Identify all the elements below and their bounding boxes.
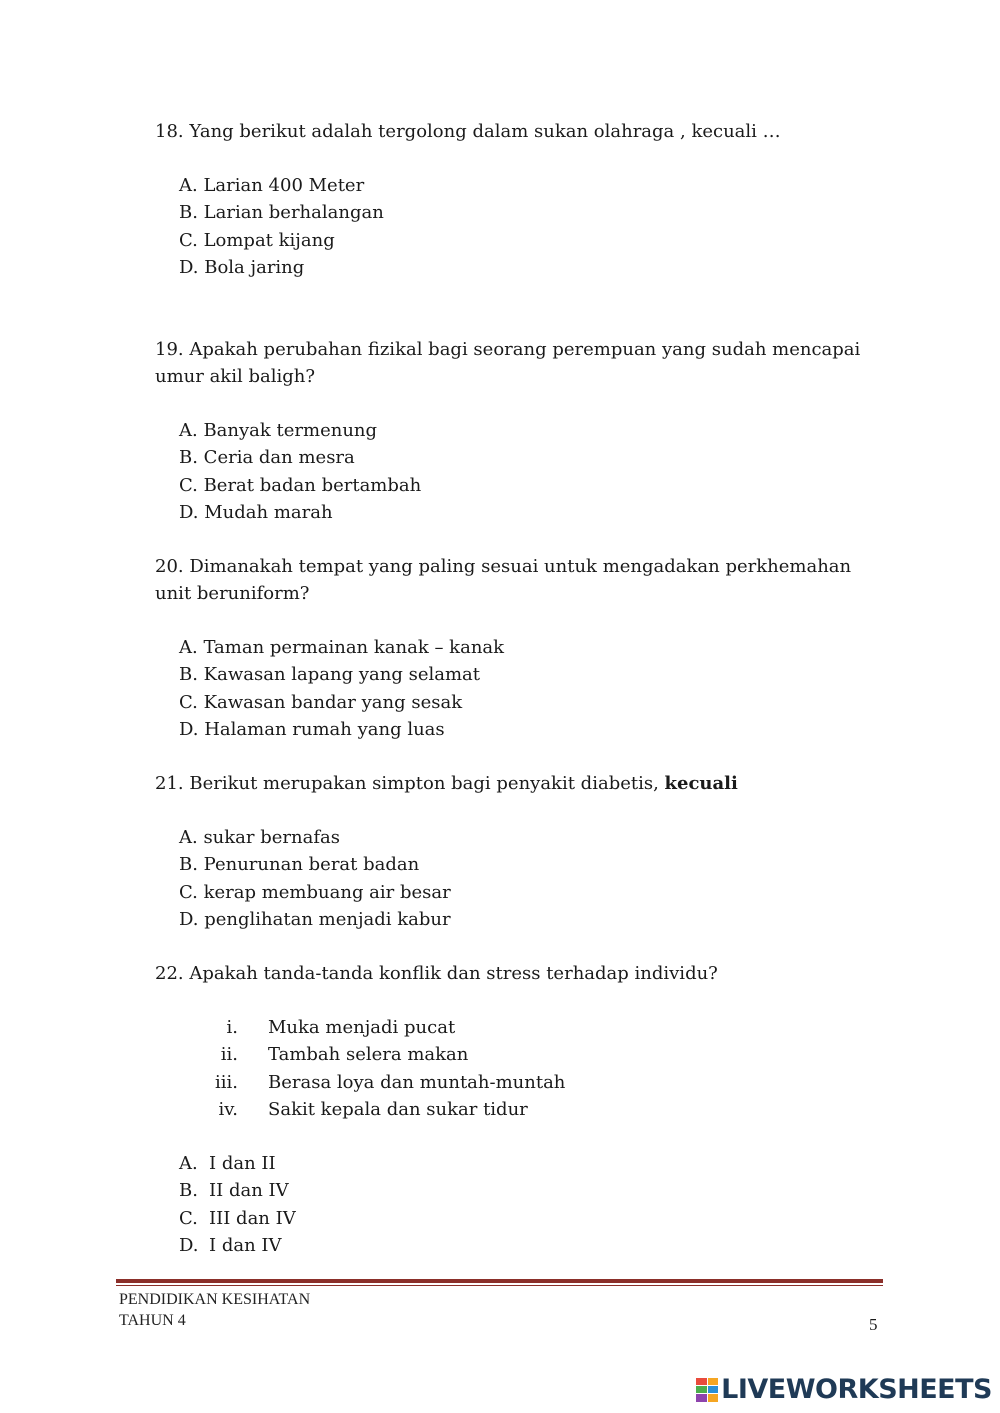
option-a[interactable]: A. sukar bernafas	[179, 827, 340, 848]
page-number: 5	[869, 1315, 878, 1334]
option-a[interactable]: A. Banyak termenung	[179, 420, 378, 441]
option-a[interactable]: A. Larian 400 Meter	[179, 175, 365, 196]
question-21-options	[179, 824, 451, 933]
footer-year: TAHUN 4	[119, 1312, 186, 1329]
footer-rule-thick	[116, 1279, 883, 1283]
option-d[interactable]: D. penglihatan menjadi kabur	[179, 908, 451, 930]
option-b[interactable]: B. II dan IV	[179, 1180, 289, 1202]
question-20-options	[179, 634, 504, 743]
question-21-emphasis: kecuali	[664, 773, 738, 794]
statement-item: iv. Sakit kepala dan sukar tidur	[218, 1098, 528, 1120]
option-b[interactable]: B. Kawasan lapang yang selamat	[179, 664, 480, 686]
option-a[interactable]: A. I dan II	[179, 1153, 276, 1174]
option-d[interactable]: D. I dan IV	[179, 1234, 282, 1256]
option-b[interactable]: B. Ceria dan mesra	[179, 447, 355, 469]
question-18: 18. Yang berikut adalah tergolong dalam sukan olahraga , kecuali …	[155, 121, 781, 142]
option-c[interactable]: C. kerap membuang air besar	[179, 881, 451, 903]
footer-rule-thin	[116, 1285, 883, 1286]
option-c[interactable]: C. Berat badan bertambah	[179, 474, 422, 496]
option-d[interactable]: D. Mudah marah	[179, 501, 333, 523]
question-22-statements	[200, 1014, 565, 1123]
question-19: 19. Apakah perubahan fizikal bagi seorang perempuan yang sudah mencapai umur akil baligh?	[155, 339, 861, 387]
option-c[interactable]: C. Lompat kijang	[179, 229, 335, 251]
liveworksheets-wordmark: LIVEWORKSHEETS	[721, 1374, 992, 1405]
question-19-options	[179, 417, 421, 526]
option-b[interactable]: B. Larian berhalangan	[179, 202, 384, 224]
option-d[interactable]: D. Halaman rumah yang luas	[179, 718, 445, 740]
question-22-options	[179, 1150, 296, 1259]
option-c[interactable]: C. III dan IV	[179, 1207, 296, 1229]
option-b[interactable]: B. Penurunan berat badan	[179, 854, 420, 876]
liveworksheets-logo-icon	[696, 1378, 718, 1402]
footer-subject: PENDIDIKAN KESIHATAN	[119, 1291, 311, 1308]
statement-item: i. Muka menjadi pucat	[226, 1017, 456, 1038]
statement-item: ii. Tambah selera makan	[220, 1044, 469, 1066]
question-22: 22. Apakah tanda-tanda konflik dan stress terhadap individu?	[155, 963, 718, 984]
option-d[interactable]: D. Bola jaring	[179, 256, 305, 278]
option-c[interactable]: C. Kawasan bandar yang sesak	[179, 691, 463, 713]
question-21-text: 21. Berikut merupakan simpton bagi penyakit diabetis,	[155, 773, 665, 794]
question-18-options	[179, 172, 384, 281]
option-a[interactable]: A. Taman permainan kanak – kanak	[179, 637, 505, 658]
question-20: 20. Dimanakah tempat yang paling sesuai untuk mengadakan perkhemahan unit beruniform?	[155, 556, 852, 604]
statement-item: iii. Berasa loya dan muntah-muntah	[215, 1071, 566, 1093]
liveworksheets-watermark[interactable]	[696, 1376, 992, 1403]
question-21	[155, 770, 875, 797]
